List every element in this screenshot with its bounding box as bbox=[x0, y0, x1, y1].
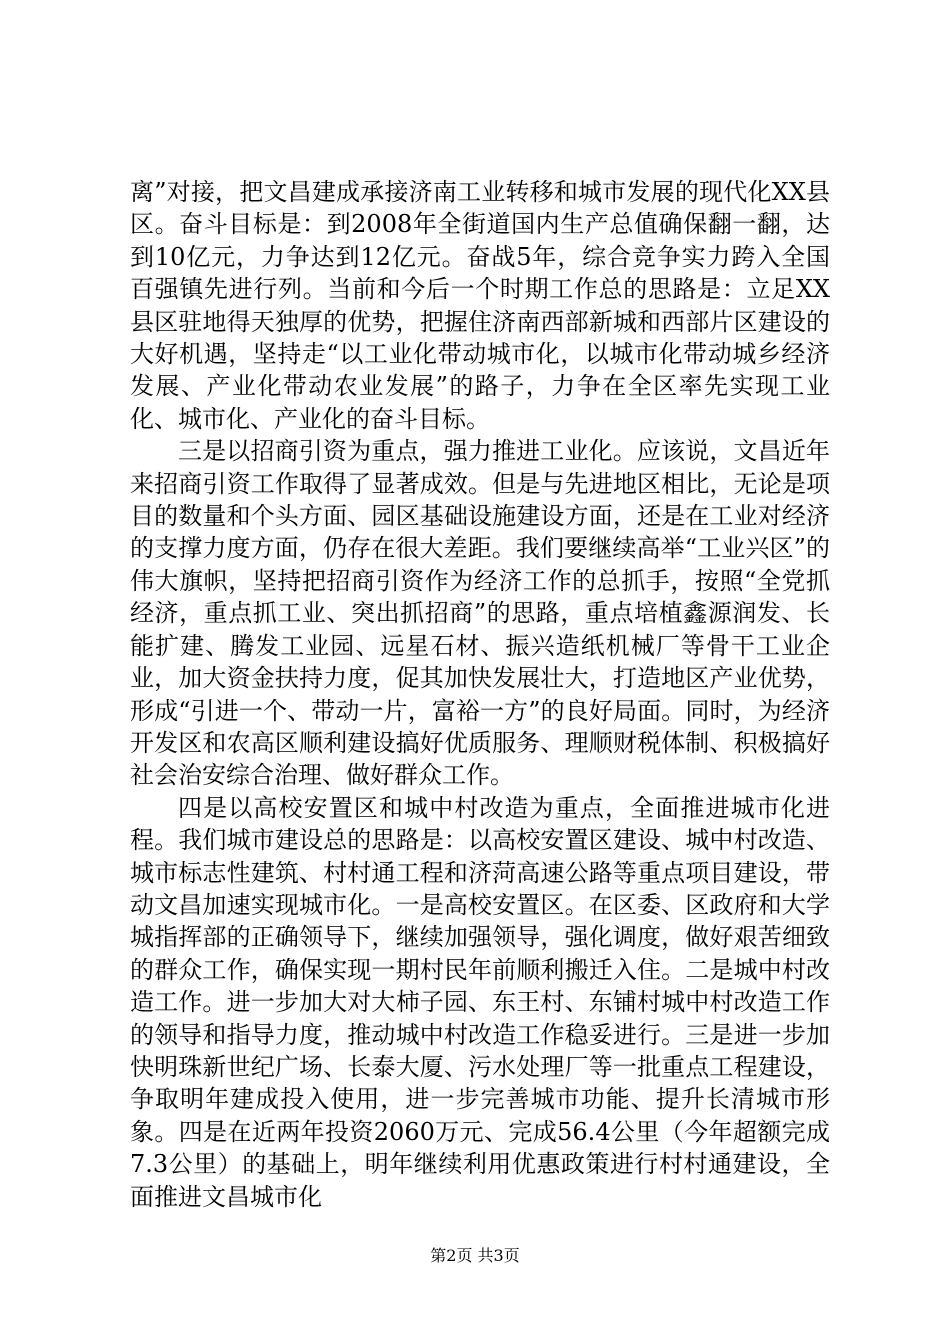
paragraph-urbanization: 四是以高校安置区和城中村改造为重点，全面推进城市化进程。我们城市建设总的思路是：以高校安置区建设、城中村改造、城市标志性建筑、村村通工程和济菏高速公路等重点项目建设，带动文昌加速实现城市化。一是高校安置区。在区委、区政府和大学城指挥部的正确领导下，继续加强领导，强化调度，做好艰苦细致的群众工作，确保实现一期村民年前顺利搬迁入住。二是城中村改造工作。进一步加大对大柿子园、东王村、东铺村城中村改造工作的领导和指导力度，推动城中村改造工作稳妥进行。三是进一步加快明珠新世纪广场、长泰大厦、污水处理厂等一批重点工程建设，争取明年建成投入使用，进一步完善城市功能、提升长清城市形象。四是在近两年投资2060万元、完成56.4公里（今年超额完成7.3公里）的基础上，明年继续利用优惠政策进行村村通建设，全面推进文昌城市化 bbox=[130, 793, 830, 1211]
page-number-footer: 第2页 共3页 bbox=[430, 1246, 520, 1265]
document-body bbox=[130, 176, 830, 1213]
paragraph-industrialization: 三是以招商引资为重点，强力推进工业化。应该说，文昌近年来招商引资工作取得了显著成效。但是与先进地区相比，无论是项目的数量和个头方面、园区基础设施建设方面，还是在工业对经济的支撑力度方面，仍存在很大差距。我们要继续高举“工业兴区”的伟大旗帜，坚持把招商引资作为经济工作的总抓手，按照“全党抓经济，重点抓工业、突出抓招商”的思路，重点培植鑫源润发、长能扩建、腾发工业园、远星石材、振兴造纸机械厂等骨干工业企业，加大资金扶持力度，促其加快发展壮大，打造地区产业优势，形成“引进一个、带动一片，富裕一方”的良好局面。同时，为经济开发区和农高区顺利建设搞好优质服务、理顺财税体制、积极搞好社会治安综合治理、做好群众工作。 bbox=[130, 437, 830, 790]
paragraph-continued: 离”对接，把文昌建成承接济南工业转移和城市发展的现代化XX县区。奋斗目标是：到2008年全街道国内生产总值确保翻一翻，达到10亿元，力争达到12亿元。奋战5年，综合竞争实力跨入全国百强镇先进行列。当前和今后一个时期工作总的思路是：立足XX县区驻地得天独厚的优势，把握住济南西部新城和西部片区建设的大好机遇，坚持走“以工业化带动城市化，以城市化带动城乡经济发展、产业化带动农业发展”的路子，力争在全区率先实现工业化、城市化、产业化的奋斗目标。 bbox=[130, 178, 830, 433]
